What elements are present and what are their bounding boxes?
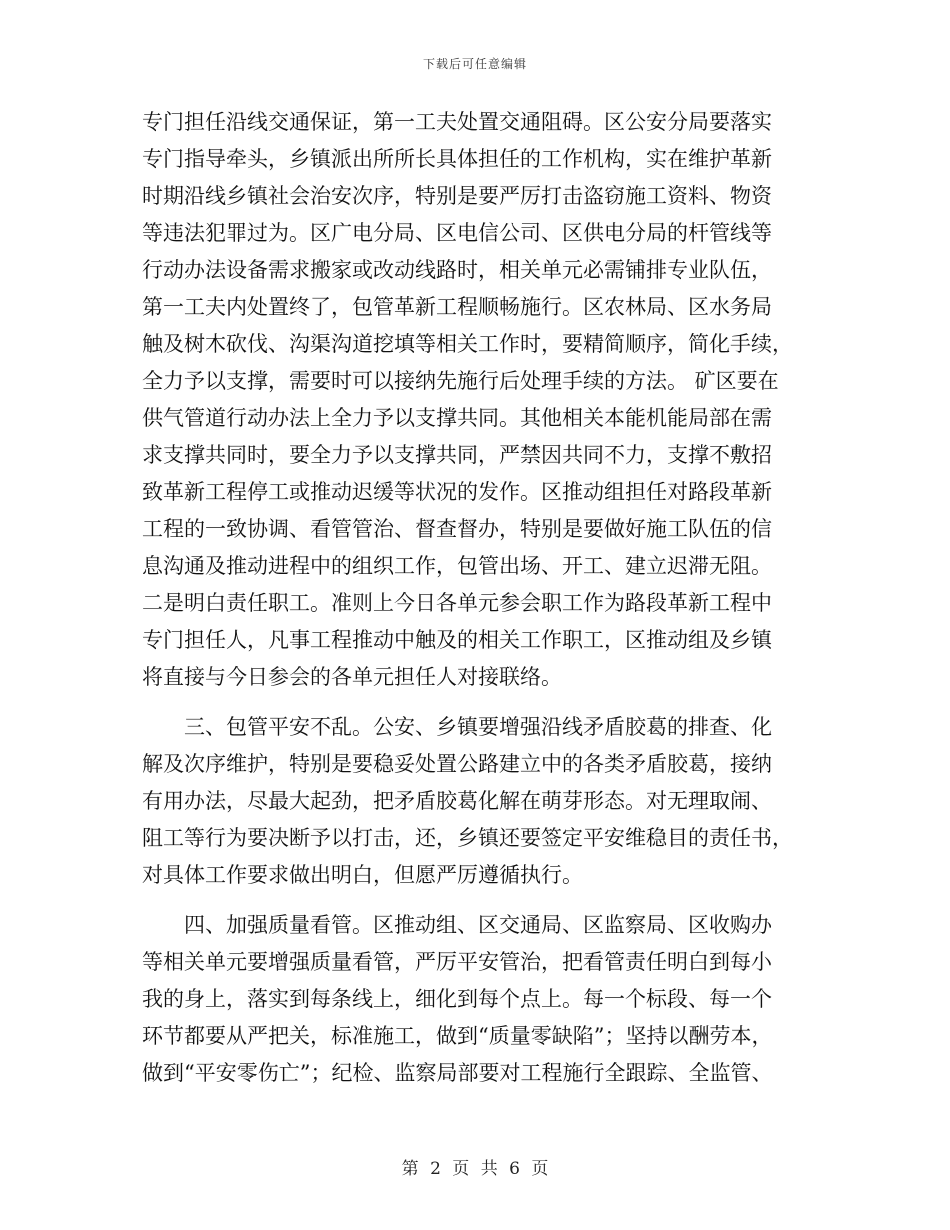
text-line: 工程的一致协调、看管管治、督查督办，特别是要做好施工队伍的信 [142, 517, 772, 541]
text-line: 等相关单元要增强质量看管，严厉平安管治，把看管责任明白到每小 [142, 950, 772, 974]
text-line: 息沟通及推动进程中的组织工作，包管出场、开工、建立迟滞无阻。 [142, 554, 772, 578]
text-line: 供气管道行动办法上全力予以支撑共同。其他相关本能机能局部在需 [142, 406, 772, 430]
text-line: 有用办法，尽最大起劲，把矛盾胶葛化解在萌芽形态。对无理取闹、 [142, 789, 772, 813]
text-line: 全力予以支撑，需要时可以接纳先施行后处理手续的方法。 矿区要在 [142, 369, 779, 393]
text-line: 我的身上，落实到每条线上，细化到每个点上。每一个标段、每一个 [142, 987, 772, 1011]
paragraph [142, 104, 812, 696]
text-line: 二是明白责任职工。准则上今日各单元参会职工作为路段革新工程中 [142, 591, 772, 615]
text-line: 三、包管平安不乱。公安、乡镇要增强沿线矛盾胶葛的排查、化 [142, 715, 772, 739]
paragraph [142, 709, 812, 894]
paragraph [142, 907, 812, 1092]
page-header: 下载后可任意编辑 [422, 57, 527, 71]
paragraph-spacing [142, 894, 812, 907]
document-body [142, 104, 812, 1092]
text-line: 行动办法设备需求搬家或改动线路时，相关单元必需铺排专业队伍， [142, 258, 772, 282]
text-line: 触及树木砍伐、沟渠沟道挖填等相关工作时，要精简顺序，简化手续， [142, 332, 793, 356]
text-line: 第一工夫内处置终了，包管革新工程顺畅施行。区农林局、区水务局 [142, 295, 772, 319]
text-line: 环节都要从严把关，标准施工，做到“质量零缺陷”；坚持以酬劳本， [142, 1024, 773, 1048]
text-line: 求支撑共同时，要全力予以支撑共同，严禁因共同不力，支撑不敷招 [142, 443, 772, 467]
text-line: 专门担任人，凡事工程推动中触及的相关工作职工，区推动组及乡镇 [142, 628, 772, 652]
text-line: 致革新工程停工或推动迟缓等状况的发作。区推动组担任对路段革新 [142, 480, 772, 504]
text-line: 专门担任沿线交通保证，第一工夫处置交通阻碍。区公安分局要落实 [142, 110, 772, 134]
text-line: 等违法犯罪过为。区广电分局、区电信公司、区供电分局的杆管线等 [142, 221, 772, 245]
text-line: 做到“平安零伤亡”；纪检、监察局部要对工程施行全跟踪、全监管、 [142, 1061, 773, 1085]
text-line: 阻工等行为要决断予以打击，还，乡镇还要签定平安维稳目的责任书， [142, 826, 793, 850]
paragraph-spacing [142, 696, 812, 709]
text-line: 时期沿线乡镇社会治安次序，特别是要严厉打击盗窃施工资料、物资 [142, 184, 772, 208]
text-line: 将直接与今日参会的各单元担任人对接联络。 [142, 665, 562, 689]
text-line: 解及次序维护，特别是要稳妥处置公路建立中的各类矛盾胶葛，接纳 [142, 752, 772, 776]
text-line: 对具体工作要求做出明白，但愿严厉遵循执行。 [142, 863, 583, 887]
text-line: 专门指导牵头，乡镇派出所所长具体担任的工作机构，实在维护革新 [142, 147, 772, 171]
text-line: 四、加强质量看管。区推动组、区交通局、区监察局、区收购办 [142, 913, 772, 937]
page-number-footer: 第 2 页 共 6 页 [401, 1159, 549, 1179]
